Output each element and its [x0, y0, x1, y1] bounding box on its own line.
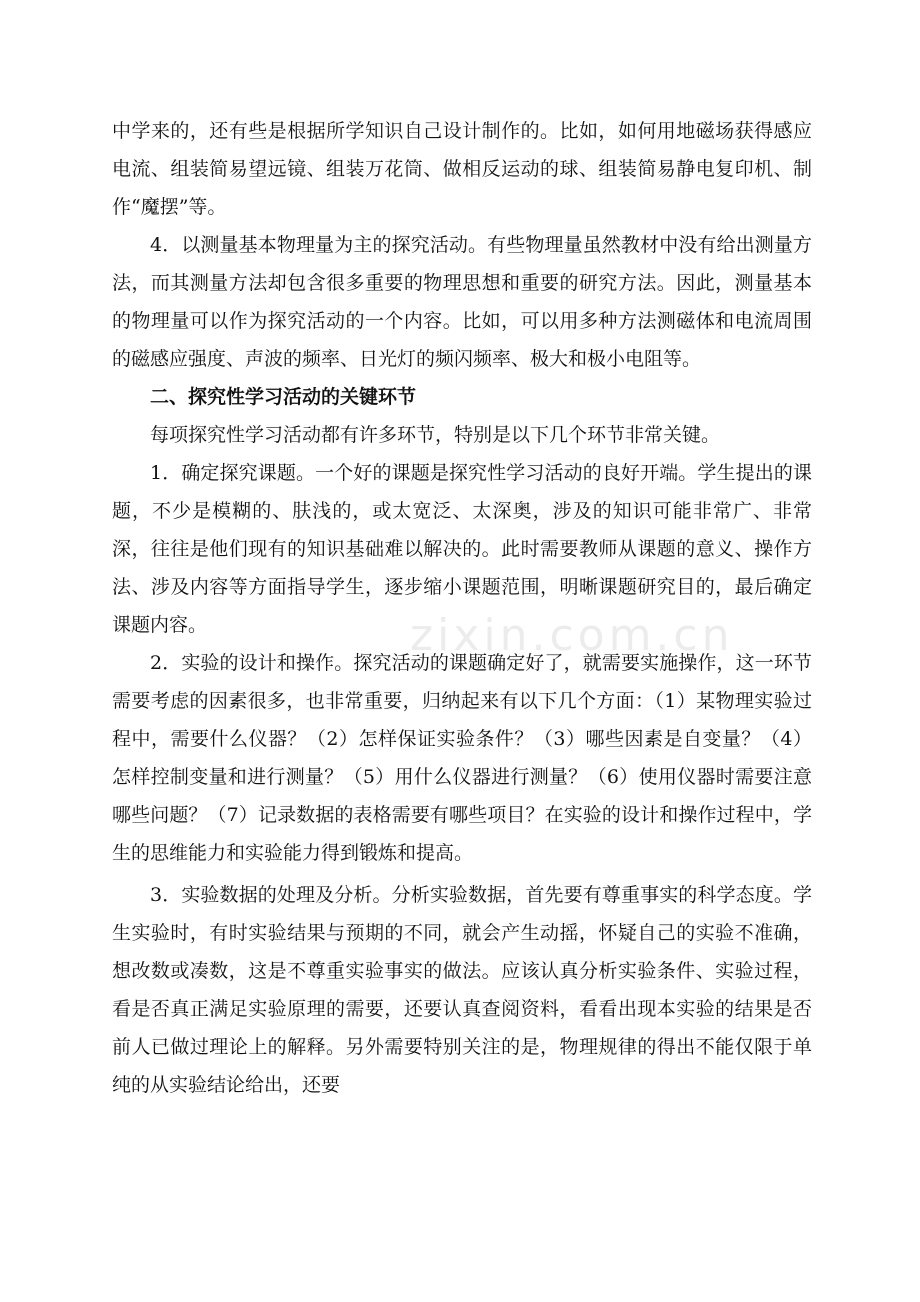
paragraph-item-2: 2．实验的设计和操作。探究活动的课题确定好了，就需要实施操作，这一环节需要考虑的因素很多，也非常重要，归纳起来有以下几个方面：（1）某物理实验过程中，需要什么仪器？（2）怎样保证实验条件？（3）哪些因素是自变量？（4）怎样控制变量和进行测量？（5）用什么仪器进行测量？（6）使用仪器时需要注意哪些问题？（7）记录数据的表格需要有哪些项目？在实验的设计和操作过程中，学生的思维能力和实验能力得到锻炼和提高。 — [112, 652, 812, 864]
paragraph-intro: 每项探究性学习活动都有许多环节，特别是以下几个环节非常关键。 — [150, 424, 721, 446]
paragraph-continuation: 中学来的，还有些是根据所学知识自己设计制作的。比如，如何用地磁场获得感应电流、组装简易望远镜、组装万花筒、做相反运动的球、组装简易静电复印机、制作“魔摆”等。 — [112, 120, 812, 218]
document-body — [112, 112, 812, 1104]
paragraph-item-3: 3．实验数据的处理及分析。分析实验数据，首先要有尊重事实的科学态度。学生实验时，有时实验结果与预期的不同，就会产生动摇，怀疑自己的实验不准确，想改数或凑数，这是不尊重实验事实的做法。应该认真分析实验条件、实验过程，看是否真正满足实验原理的需要，还要认真查阅资料，看看出现本实验的结果是否前人已做过理论上的解释。另外需要特别关注的是，物理规律的得出不能仅限于单纯的从实验结论给出，还要 — [112, 884, 812, 1096]
watermark: zixin.com.cn — [410, 610, 734, 661]
paragraph-item-4: 4．以测量基本物理量为主的探究活动。有些物理量虽然教材中没有给出测量方法，而其测量方法却包含很多重要的物理思想和重要的研究方法。因此，测量基本的物理量可以作为探究活动的一个内容。比如，可以用多种方法测磁体和电流周围的磁感应强度、声波的频率、日光灯的频闪频率、极大和极小电阻等。 — [112, 234, 812, 370]
paragraph-item-1: 1．确定探究课题。一个好的课题是探究性学习活动的良好开端。学生提出的课题，不少是模糊的、肤浅的，或太宽泛、太深奥，涉及的知识可能非常广、非常深，往往是他们现有的知识基础难以解决的。此时需要教师从课题的意义、操作方法、涉及内容等方面指导学生，逐步缩小课题范围，明晰课题研究目的，最后确定课题内容。 — [112, 462, 812, 636]
section-heading: 二、探究性学习活动的关键环节 — [150, 386, 417, 408]
